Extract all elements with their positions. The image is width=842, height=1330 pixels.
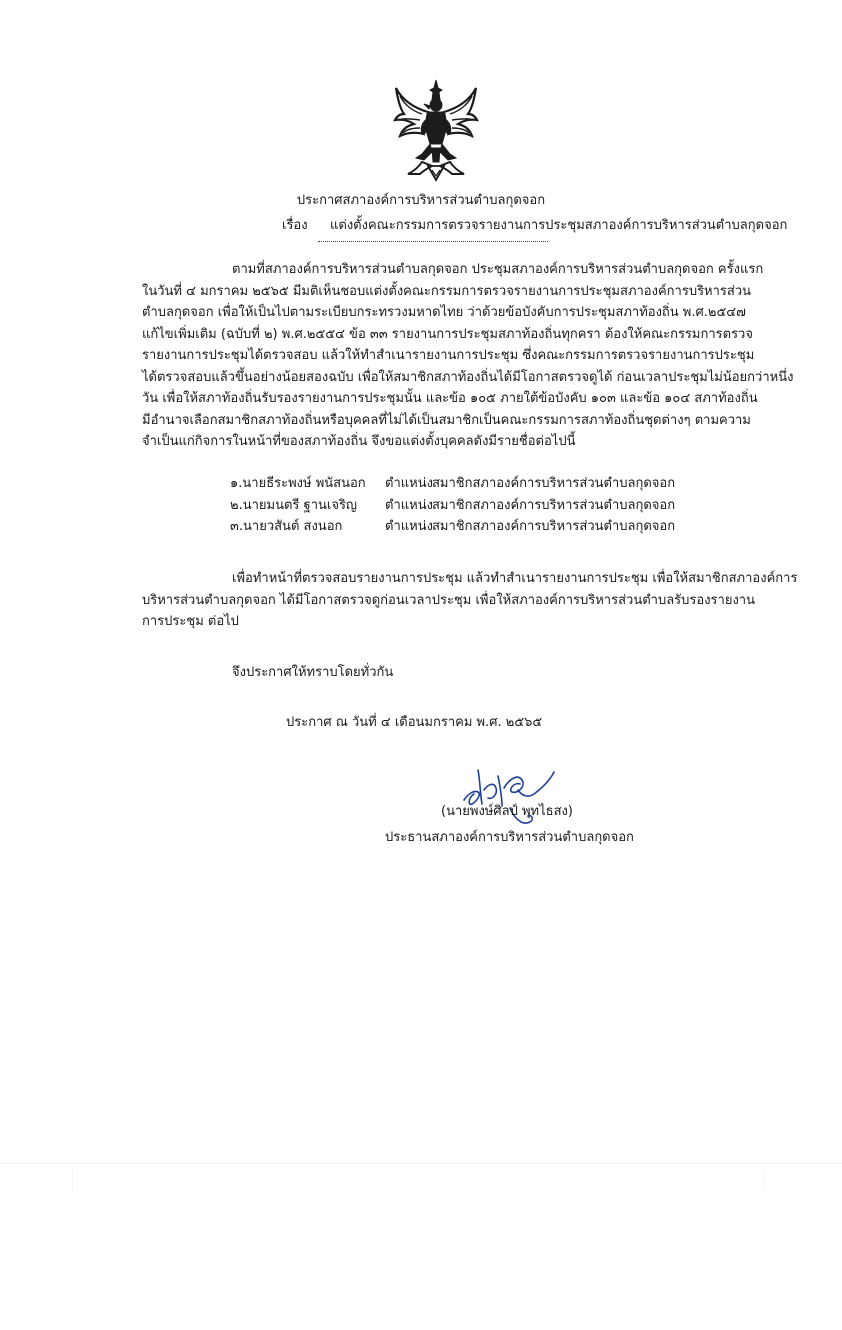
signer-title: ประธานสภาองค์การบริหารส่วนตำบลกุดจอก <box>385 830 634 845</box>
paragraph-line: บริหารส่วนตำบลกุดจอก ได้มีโอกาสตรวจดูก่อนเวลาประชุม เพื่อให้สภาองค์การบริหารส่วนตำบลรับรองรายงาน <box>142 592 755 608</box>
scan-edge-mark <box>72 1170 73 1190</box>
paragraph-line: จำเป็นแก่กิจการในหน้าที่ของสภาท้องถิ่น จึงขอแต่งตั้งบุคคลดังมีรายชื่อต่อไปนี้ <box>142 434 576 449</box>
member-name: ๑.นายธีระพงษ์ พนัสนอก <box>230 476 366 491</box>
paragraph-line: ตามที่สภาองค์การบริหารส่วนตำบลกุดจอก ประชุมสภาองค์การบริหารส่วนตำบลกุดจอก ครั้งแรก <box>232 262 764 277</box>
paragraph-line: รายงานการประชุมได้ตรวจสอบ แล้วให้ทำสำเนารายงานการประชุม ซึ่งคณะกรรมการตรวจรายงานการประชุม <box>142 348 755 363</box>
announcement-date: ประกาศ ณ วันที่ ๔ เดือนมกราคม พ.ศ. ๒๕๖๕ <box>286 715 543 730</box>
list-item <box>230 516 700 538</box>
member-position-label: ตำแหน่ง <box>385 497 433 513</box>
paragraph-line: แก้ไขเพิ่มเติม (ฉบับที่ ๒) พ.ศ.๒๕๕๔ ข้อ ๓๓ รายงานการประชุมสภาท้องถิ่นทุกครา ต้องให้คณะกรรมการตรวจ <box>142 326 753 342</box>
paragraph-line: เพื่อทำหน้าที่ตรวจสอบรายงานการประชุม แล้วทำสำเนารายงานการประชุม เพื่อให้สมาชิกสภาองค์การ <box>232 571 798 586</box>
member-position-label: ตำแหน่ง <box>385 476 433 491</box>
scan-edge-mark <box>764 1170 765 1190</box>
paragraph-line: ตำบลกุดจอก เพื่อให้เป็นไปตามระเบียบกระทรวงมหาดไทย ว่าด้วยข้อบังคับการประชุมสภาท้องถิ่น พ.ศ.๒๕๔๗ <box>142 305 746 320</box>
document-title: ประกาศสภาองค์การบริหารส่วนตำบลกุดจอก <box>296 193 546 208</box>
scan-edge-line <box>0 1163 842 1164</box>
member-name: ๓.นายวสันต์ สงนอก <box>230 519 343 534</box>
member-position: สมาชิกสภาองค์การบริหารส่วนตำบลกุดจอก <box>432 497 676 513</box>
announcement-text: จึงประกาศให้ทราบโดยทั่วกัน <box>232 665 394 680</box>
member-name: ๒.นายมนตรี ฐานเจริญ <box>230 497 357 513</box>
garuda-emblem <box>392 78 480 182</box>
member-position: สมาชิกสภาองค์การบริหารส่วนตำบลกุดจอก <box>432 519 676 534</box>
member-position-label: ตำแหน่ง <box>385 519 433 534</box>
paragraph-line: วัน เพื่อให้สภาท้องถิ่นรับรองรายงานการประชุมนั้น และข้อ ๑๐๕ ภายใต้ข้อบังคับ ๑๐๓ และข้อ ๑๐๔ สภาท้องถิ่น <box>142 391 758 406</box>
list-item <box>230 495 700 517</box>
paragraph-1 <box>142 259 794 453</box>
paragraph-line: การประชุม ต่อไป <box>142 614 239 629</box>
list-item <box>230 473 700 495</box>
paragraph-line: มีอำนาจเลือกสมาชิกสภาท้องถิ่นหรือบุคคลที่ไม่ได้เป็นสมาชิกเป็นคณะกรรมการสภาท้องถิ่นชุดต่างๆ ตามความ <box>142 412 751 428</box>
paragraph-line: ในวันที่ ๔ มกราคม ๒๕๖๕ มีมติเห็นชอบแต่งตั้งคณะกรรมการตรวจรายงานการประชุมสภาองค์การบริหารส่วน <box>142 283 752 299</box>
paragraph-2 <box>142 568 798 633</box>
subject-text: แต่งตั้งคณะกรรมการตรวจรายงานการประชุมสภาองค์การบริหารส่วนตำบลกุดจอก <box>330 218 788 233</box>
signer-name: (นายพงษ์ศิลป์ พุทไธสง) <box>441 804 573 819</box>
dotted-divider <box>318 241 548 242</box>
member-list <box>230 473 700 538</box>
paragraph-line: ได้ตรวจสอบแล้วขึ้นอย่างน้อยสองฉบับ เพื่อให้สมาชิกสภาท้องถิ่นได้มีโอกาสตรวจดูได้ ก่อนเวลาประชุมไม่น้อยกว่าหนึ่ง <box>142 369 794 385</box>
subject-label: เรื่อง <box>282 218 308 233</box>
member-position: สมาชิกสภาองค์การบริหารส่วนตำบลกุดจอก <box>432 476 676 491</box>
